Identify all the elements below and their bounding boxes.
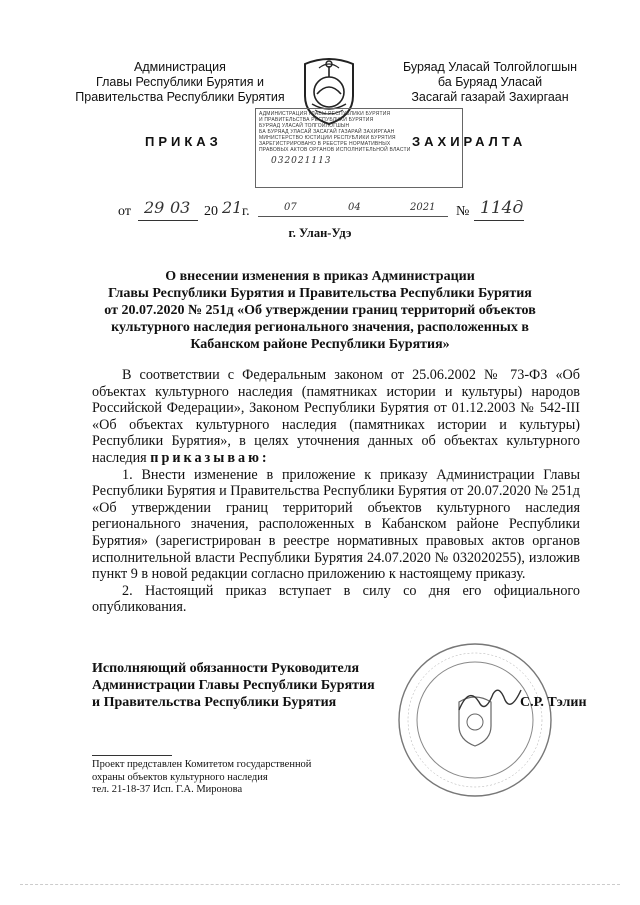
signer-name: С.Р. Тэлин: [520, 695, 587, 710]
stamp-month: 04: [348, 202, 361, 213]
date-underline: [138, 220, 198, 221]
document-title: [80, 268, 560, 353]
header-left: [70, 60, 290, 105]
number-underline: [474, 220, 524, 221]
title-line: Кабанском районе Республики Бурятия»: [190, 337, 450, 352]
body-intro: [92, 367, 580, 467]
doc-type-prikaz: ПРИКАЗ: [145, 134, 222, 149]
footer-line: охраны объектов культурного наследия: [92, 771, 268, 783]
registration-stamp: [255, 108, 463, 188]
stamp-date-underline: [258, 216, 448, 217]
stamp-line: ПРАВОВЫХ АКТОВ ОРГАНОВ ИСПОЛНИТЕЛЬНОЙ ВЛАСТИ: [259, 147, 411, 153]
date-year-mark: г.: [242, 204, 250, 219]
order-number: 114д: [480, 198, 524, 218]
header-right-line: Буряад Уласай Толгойлогшын: [402, 60, 578, 74]
title-line: от 20.07.2020 № 251д «Об утверждении границ территорий объектов: [104, 303, 536, 318]
stamp-line: АДМИНИСТРАЦИЯ ГЛАВЫ РЕСПУБЛИКИ БУРЯТИЯ: [259, 111, 391, 117]
document-body: [92, 367, 580, 616]
stamp-line: И ПРАВИТЕЛЬСТВА РЕСПУБЛИКИ БУРЯТИЯ: [259, 117, 374, 123]
title-line: Главы Республики Бурятия и Правительства Республики Бурятия: [108, 286, 532, 301]
order-word: приказываю:: [150, 449, 270, 466]
header-left-line: Администрация: [134, 60, 226, 74]
body-item-1: 1. Внести изменение в приложение к приказу Администрации Главы Республики Бурятия и Правительства Республики Бурятия от 20.07.2020 № 251д «Об утверждении границ территорий объектов культурного наследия регионального значения, расположенных в Кабанском районе Республики Бурятия» (зарегистрирован в реестре нормативных правовых актов органов исполнительной власти Республики Бурятия 24.07.2020 № 032020255), изложив пункт 9 в новой редакции согласно приложению к настоящему приказу.: [92, 466, 580, 583]
title-line: культурного наследия регионального значения, расположенных в: [111, 320, 529, 335]
header-left-line: Главы Республики Бурятия и: [96, 75, 264, 89]
footer-divider: [92, 755, 172, 756]
title-line: О внесении изменения в приказ Администрации: [165, 269, 475, 284]
date-year-suffix: 21: [222, 198, 243, 217]
stamp-line: МИНИСТЕРСТВО ЮСТИЦИИ РЕСПУБЛИКИ БУРЯТИЯ: [259, 135, 396, 141]
header-left-line: Правительства Республики Бурятия: [75, 90, 285, 104]
date-month: 03: [170, 198, 191, 217]
header-right-line: Засагай газарай Захиргаан: [411, 90, 569, 104]
official-seal: [395, 640, 555, 800]
scan-artifact-line: [20, 884, 620, 885]
date-prefix: от: [118, 204, 131, 219]
footer-line: тел. 21-18-37 Исп. Г.А. Миронова: [92, 784, 243, 795]
stamp-year: 2021: [410, 202, 436, 213]
date-line: [118, 200, 538, 222]
stamp-line: ЗАРЕГИСТРИРОВАНО В РЕЕСТРЕ НОРМАТИВНЫХ: [259, 141, 391, 147]
footer-note: [92, 759, 392, 797]
number-sign: №: [456, 204, 470, 219]
header-right: [380, 60, 600, 105]
stamp-reg-number: 032021113: [271, 156, 332, 166]
city: г. Улан-Удэ: [288, 226, 352, 240]
stamp-line: БА БУРЯАД УЛАСАЙ ЗАСАГАЙ ГАЗАРАЙ ЗАХИРГААН: [259, 129, 395, 135]
signature-position: [92, 660, 422, 711]
stamp-line: БУРЯАД УЛАСАЙ ТОЛГОЙЛОГШЫН: [259, 123, 350, 129]
footer-line: Проект представлен Комитетом государственной: [92, 759, 312, 770]
doc-type-zakhiralta: ЗАХИРАЛТА: [412, 134, 527, 149]
body-intro-text: В соответствии с Федеральным законом от 25.06.2002 № 73-ФЗ «Об объектах культурного наследия (памятниках истории и культуры) народов Российской Федерации», Законом Республики Бурятия от 01.12.2003 № 542-III «Об объектах культурного наследия (памятниках истории и культуры) Республики Бурятия», в целях уточнения данных об объектах культурного наследия: [92, 367, 580, 466]
handwritten-signature: [455, 680, 525, 720]
signature-line: и Правительства Республики Бурятия: [92, 695, 337, 710]
stamp-day: 07: [284, 202, 297, 213]
signature-line: Администрации Главы Республики Бурятия: [92, 678, 375, 693]
body-item-2: 2. Настоящий приказ вступает в силу со дня его официального опубликования.: [92, 582, 580, 616]
date-day: 29: [144, 198, 165, 217]
header-right-line: ба Буряад Уласай: [437, 75, 543, 89]
date-year-prefix: 20: [204, 204, 218, 219]
signature-line: Исполняющий обязанности Руководителя: [92, 661, 360, 676]
